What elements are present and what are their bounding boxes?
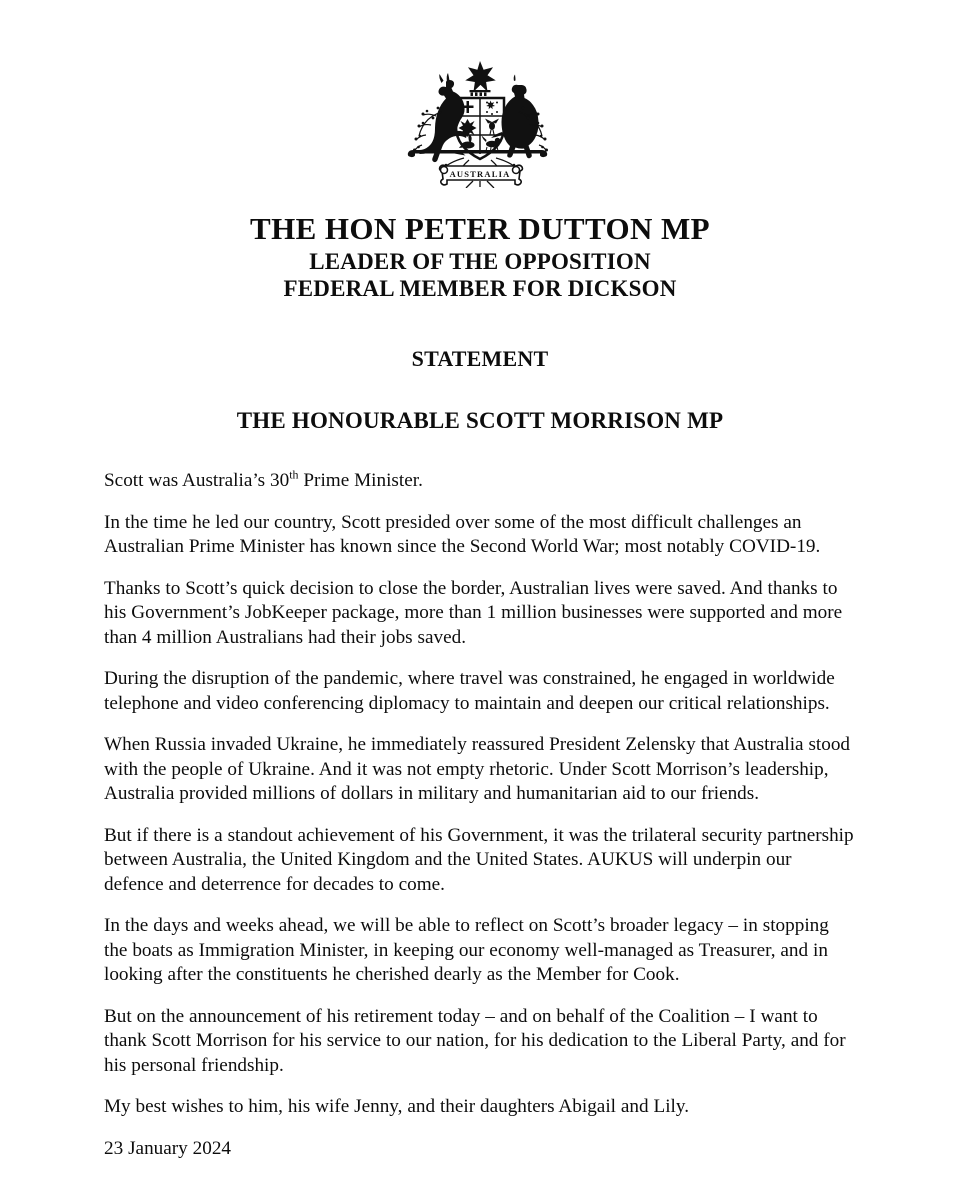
- paragraph-ukraine: When Russia invaded Ukraine, he immediately reassured President Zelensky that Australia stood with the people of Ukraine. And it was not empty rhetoric. Under Scott Morrison’s leadership, Australia provided millions of dollars in military and humanitarian aid to our friends.: [104, 734, 851, 804]
- role-line-member-for-dickson: FEDERAL MEMBER FOR DICKSON: [283, 276, 677, 301]
- paragraph-covid: In the time he led our country, Scott presided over some of the most difficult challenges an Australian Prime Minister has known since the Second World War; most notably COVID-19.: [104, 511, 821, 557]
- paragraph-text-prefix: Scott was Australia’s 30: [104, 470, 290, 491]
- coat-of-arms-container: [0, 0, 960, 188]
- paragraph-diplomacy: During the disruption of the pandemic, where travel was constrained, he engaged in worldwide telephone and video conferencing diplomacy to maintain and deepen our critical relationships.: [104, 668, 835, 714]
- paragraph-legacy: In the days and weeks ahead, we will be able to reflect on Scott’s broader legacy – in stopping the boats as Immigration Minister, in keeping our economy well-managed as Treasurer, and in looking after the constituents he cherished dearly as the Member for Cook.: [104, 915, 829, 985]
- role-line-opposition-leader: LEADER OF THE OPPOSITION: [309, 249, 651, 274]
- letterhead-headings: [0, 210, 960, 302]
- page-title: THE HON PETER DUTTON MP: [250, 211, 710, 246]
- paragraph-prime-minister: [104, 469, 856, 494]
- statement-date: 23 January 2024: [104, 1137, 232, 1159]
- paragraph-jobkeeper: Thanks to Scott’s quick decision to close the border, Australian lives were saved. And thanks to his Government’s JobKeeper package, more than 1 million businesses were supported and more than 4 million Australians had their jobs saved.: [104, 577, 843, 648]
- paragraph-aukus: But if there is a standout achievement of his Government, it was the trilateral security partnership between Australia, the United Kingdom and the United States. AUKUS will underpin our defence and deterrence for decades to come.: [104, 824, 854, 895]
- document-type-label: STATEMENT: [411, 346, 549, 371]
- australian-coat-of-arms-icon: [394, 52, 566, 188]
- paragraph-family: My best wishes to him, his wife Jenny, and their daughters Abigail and Lily.: [104, 1096, 690, 1117]
- statement-subject: THE HONOURABLE SCOTT MORRISON MP: [236, 408, 724, 433]
- svg-text:AUSTRALIA: AUSTRALIA: [449, 169, 511, 179]
- paragraph-text-suffix: Prime Minister.: [298, 470, 423, 491]
- ordinal-suffix: th: [289, 467, 299, 482]
- statement-body: [104, 434, 856, 1161]
- paragraph-thanks: But on the announcement of his retirement today – and on behalf of the Coalition – I want to thank Scott Morrison for his service to our nation, for his dedication to the Liberal Party, and for his personal friendship.: [104, 1005, 846, 1076]
